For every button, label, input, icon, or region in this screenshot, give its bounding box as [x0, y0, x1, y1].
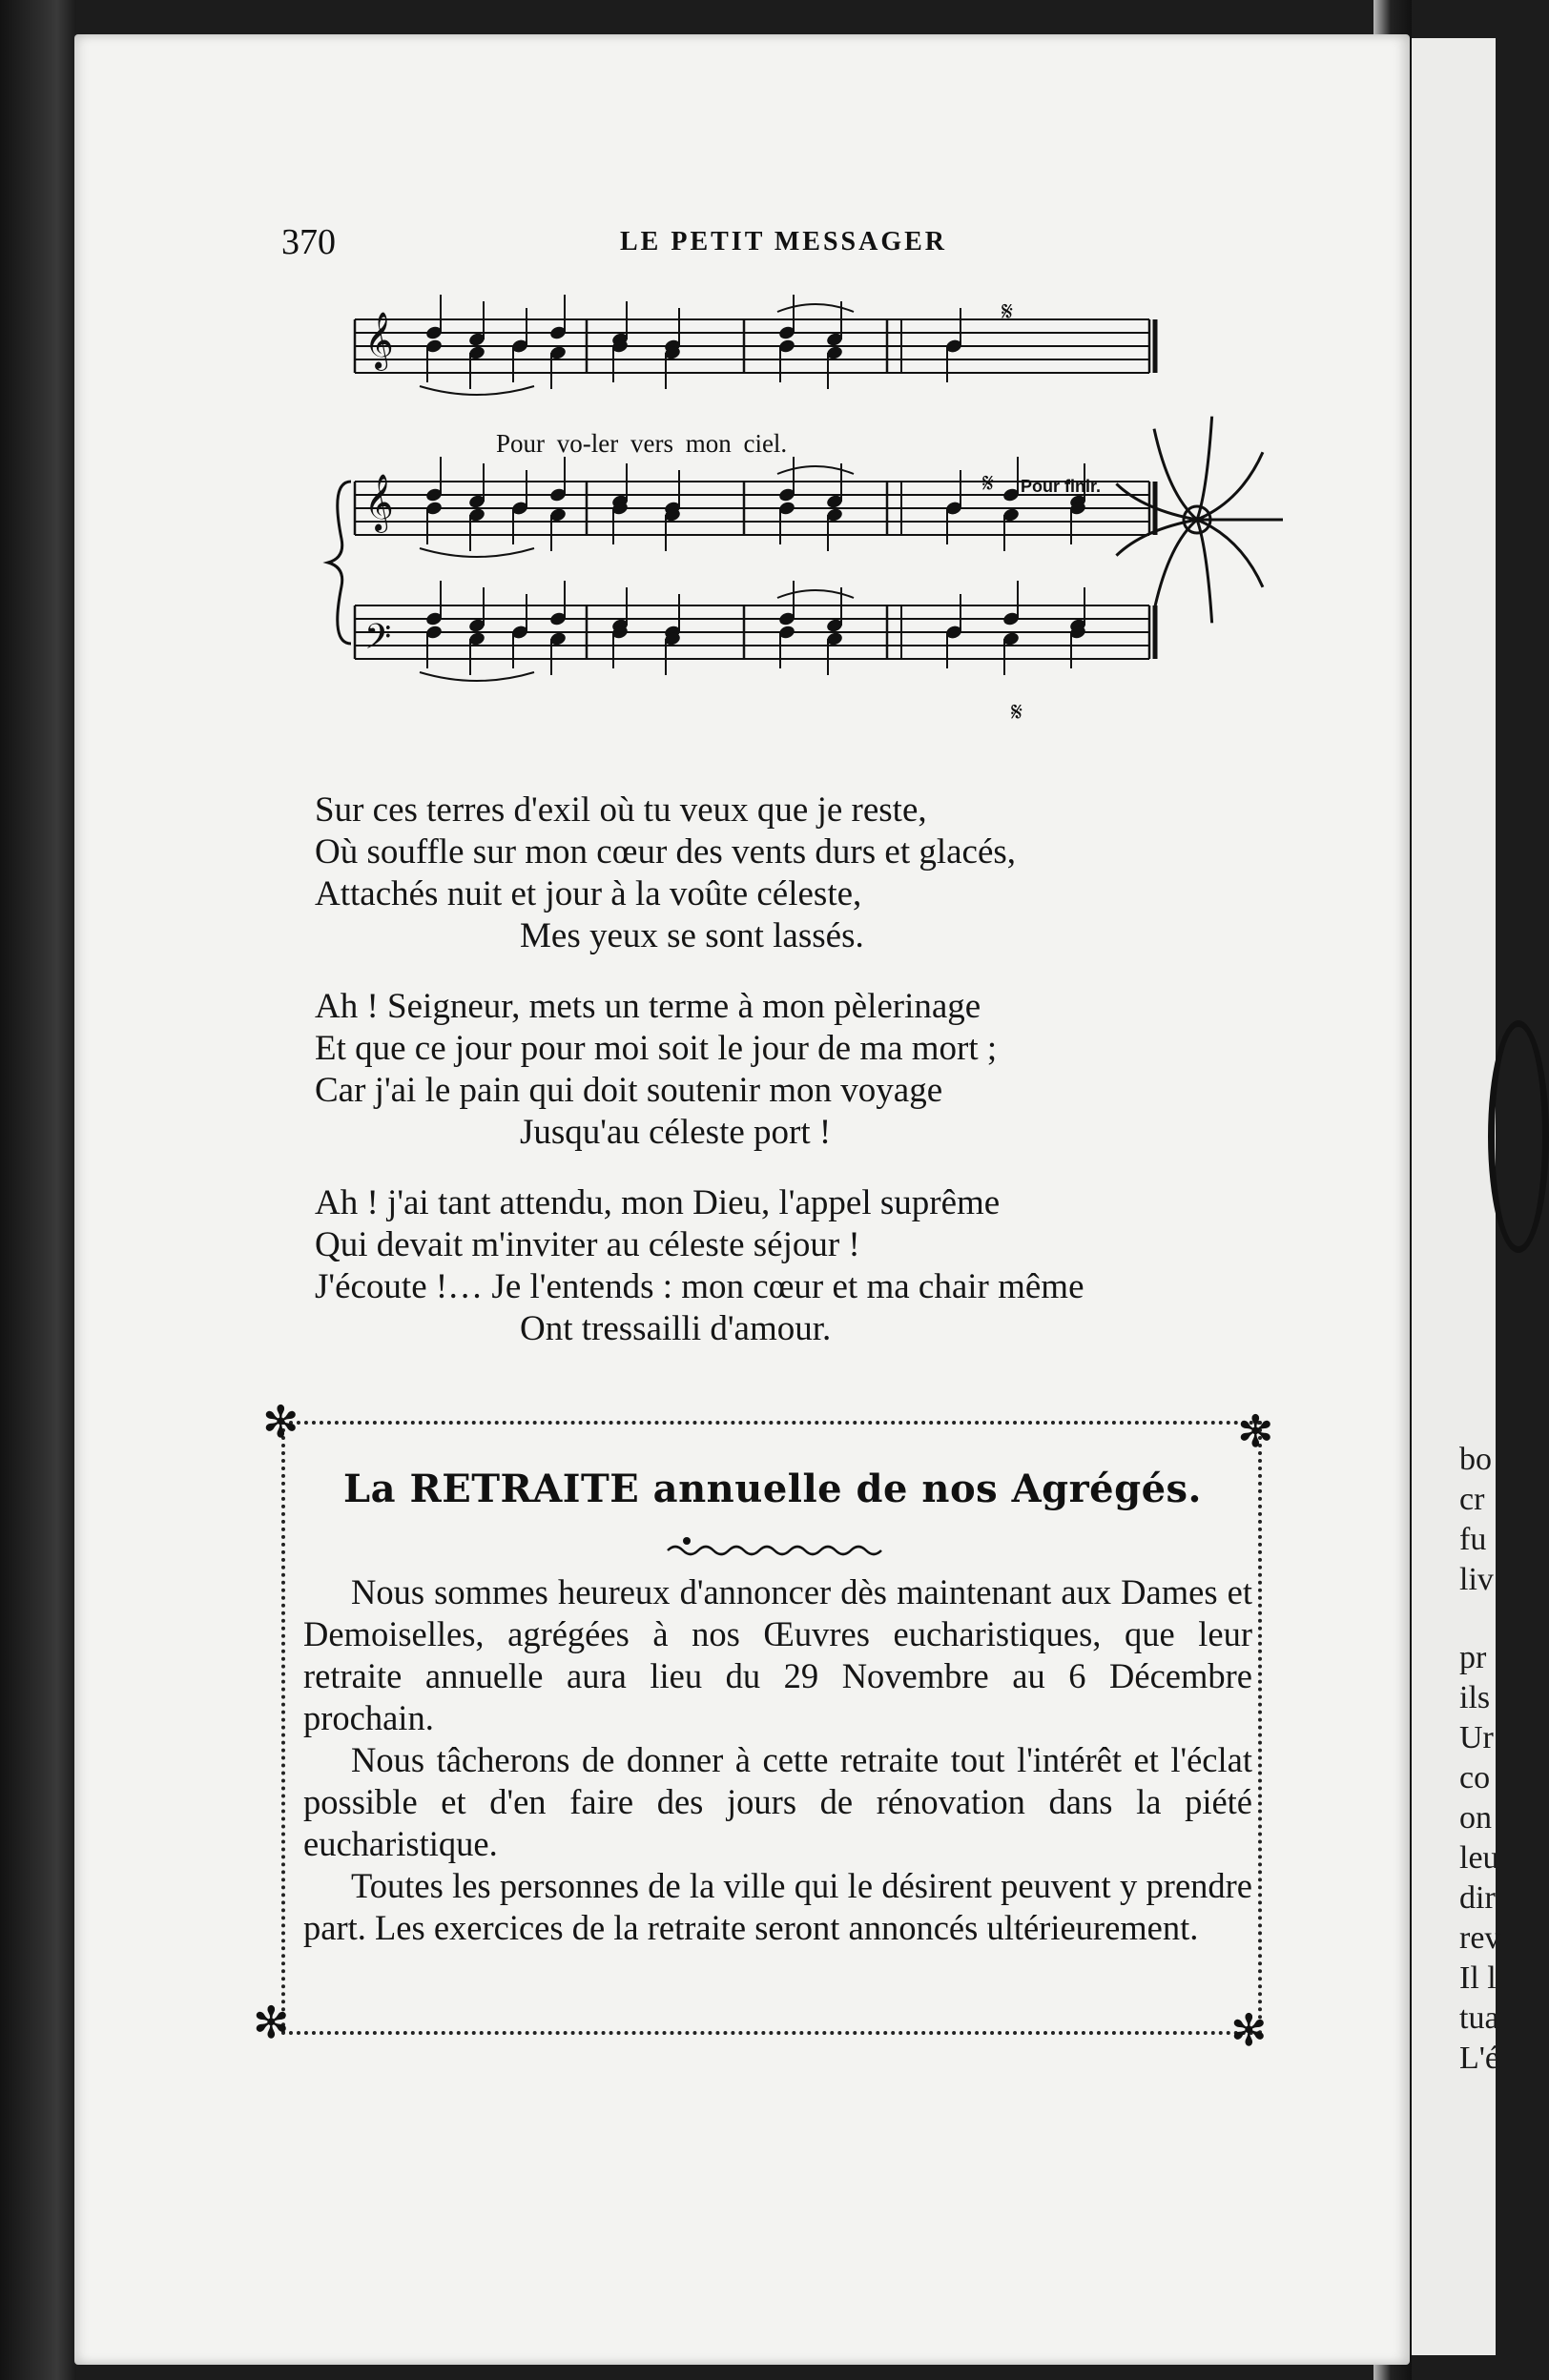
star-ornament-icon: ✻	[253, 1997, 290, 2048]
page-number: 370	[281, 222, 336, 262]
score-lyric: Pour vo-ler vers mon ciel.	[496, 429, 788, 458]
fragment: bo	[1459, 1442, 1492, 1477]
clef-icon: 𝄢	[364, 617, 392, 666]
fragment: Ur	[1459, 1720, 1494, 1755]
segno-icon: 𝄋	[1002, 296, 1014, 327]
fragment: tua	[1459, 2000, 1499, 2036]
fragment: liv	[1459, 1562, 1494, 1597]
verse-line: Où souffle sur mon cœur des vents durs et glacés,	[315, 832, 1017, 872]
verse-line: Sur ces terres d'exil où tu veux que je reste,	[315, 790, 927, 830]
fragment: cr	[1459, 1482, 1485, 1517]
running-head-title: LE PETIT MESSAGER	[620, 227, 948, 256]
star-ornament-icon: ✻	[1237, 1405, 1274, 1457]
fragment: pr	[1459, 1640, 1487, 1675]
clef-icon: 𝄞	[364, 312, 394, 369]
notice-body	[303, 1571, 1252, 1949]
flourish-stroke	[1154, 520, 1197, 610]
squiggle-ornament-icon	[649, 1533, 916, 1560]
flourish-stroke	[1197, 417, 1212, 520]
ending-label: Pour finir.	[1021, 477, 1102, 496]
verse-line: Ont tressailli d'amour.	[520, 1309, 832, 1348]
fragment: rev	[1459, 1920, 1501, 1956]
fragment: leu	[1459, 1840, 1499, 1876]
notice-paragraph: Toutes les personnes de la ville qui le désirent peuvent y prendre part. Les exercices de la retraite seront annoncés ultérieurement.	[303, 1866, 1252, 1947]
verse-line: Ah ! j'ai tant attendu, mon Dieu, l'appel suprême	[315, 1183, 1001, 1222]
slur	[420, 548, 534, 557]
verse-line: Mes yeux se sont lassés.	[520, 916, 864, 955]
poem	[315, 790, 1345, 1379]
fragment: Il l	[1459, 1960, 1497, 1996]
flourish-stroke	[1154, 429, 1197, 520]
music-score	[343, 296, 1326, 744]
running-head	[281, 221, 1025, 269]
segno-icon: 𝄋	[1011, 696, 1023, 728]
fragment: L'é	[1459, 2041, 1499, 2076]
notice-title: La RETRAITE annuelle de nos Agrégés.	[343, 1467, 1202, 1511]
notice-box	[253, 1396, 1274, 2056]
verse-line: Ah ! Seigneur, mets un terme à mon pèlerinage	[315, 987, 981, 1026]
verse-line: Qui devait m'inviter au céleste séjour !	[315, 1225, 860, 1264]
notice-paragraph: Nous sommes heureux d'annoncer dès maintenant aux Dames et Demoiselles, agrégées à nos Œuvres eucharistiques, que leur retraite annuelle aura lieu du 29 Novembre au 6 Décembre prochain.	[303, 1572, 1252, 1737]
book-spine-left	[0, 0, 76, 2380]
facing-page-edge	[1412, 38, 1501, 2355]
fragment: ils	[1459, 1680, 1491, 1715]
star-ornament-icon: ✻	[1230, 2004, 1268, 2056]
verse-line: Car j'ai le pain qui doit soutenir mon voyage	[315, 1071, 943, 1110]
fragment: dir	[1459, 1880, 1496, 1916]
verse-line: Attachés nuit et jour à la voûte céleste,	[315, 874, 862, 913]
stanza	[315, 986, 1345, 1154]
facing-page-illustration	[1488, 1020, 1549, 1253]
segno-icon: 𝄋	[982, 467, 995, 499]
stanza	[315, 1182, 1345, 1350]
verse-line: Jusqu'au céleste port !	[520, 1113, 832, 1152]
facing-page-text	[1459, 1440, 1500, 2079]
fragment: on	[1459, 1800, 1492, 1836]
flourish-stroke	[1197, 520, 1212, 623]
verse-line: J'écoute !… Je l'entends : mon cœur et ma chair même	[315, 1267, 1084, 1306]
fragment: co	[1459, 1760, 1491, 1795]
fragment: fu	[1459, 1522, 1487, 1557]
notice-paragraph: Nous tâcherons de donner à cette retraite tout l'intérêt et l'éclat possible et d'en faire des jours de rénovation dans la piété eucharistique.	[303, 1740, 1252, 1863]
slur	[420, 672, 534, 681]
stanza	[315, 790, 1345, 957]
star-ornament-icon: ✻	[262, 1396, 299, 1447]
verse-line: Et que ce jour pour moi soit le jour de ma mort ;	[315, 1029, 998, 1068]
music-notation	[343, 296, 1326, 744]
slur	[420, 386, 534, 395]
clef-icon: 𝄞	[364, 474, 394, 531]
